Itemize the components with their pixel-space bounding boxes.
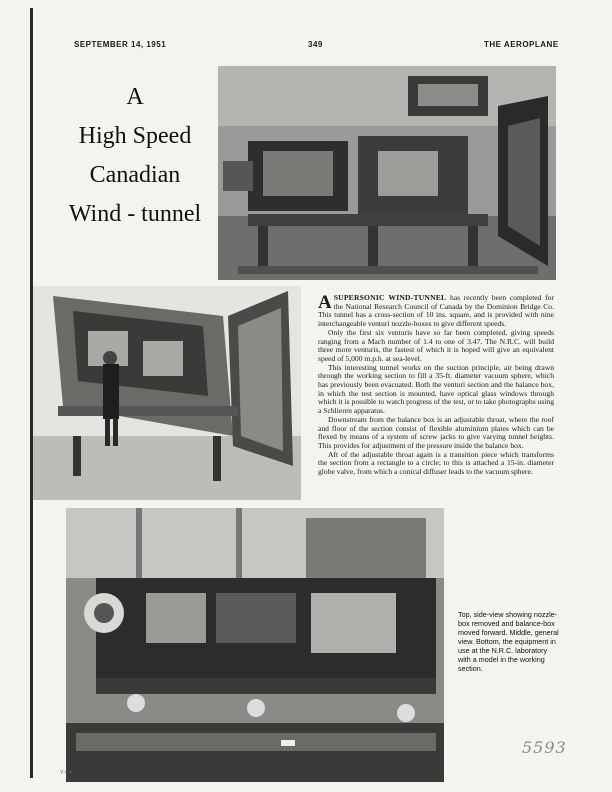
photo-in-use: [66, 508, 444, 782]
photo-caption: Top, side-view showing nozzle-box removed and balance-box moved forward. Middle, general view. Bottom, the equipment in use at the N.R.C. laboratory with a model in the working section.: [458, 610, 559, 673]
article-body: [318, 294, 554, 477]
title-line-1: A: [126, 84, 144, 110]
lead-in: SUPERSONIC WIND-TUNNEL: [333, 293, 447, 302]
title-line-2: High Speed: [78, 123, 192, 149]
article-paragraph-5: Aft of the adjustable throat again is a transition piece which transforms the section from a rectangle to a circle; to this is attached a 15-in. diameter globe valve, from which a conical diffuser leads to the vacuum sphere.: [318, 449, 554, 477]
handwritten-note: 5593: [522, 738, 567, 757]
title-line-3: Canadian: [89, 162, 181, 188]
photo-general-view: [33, 286, 301, 500]
drop-cap: A: [318, 292, 332, 313]
page-number: 349: [308, 40, 323, 49]
corner-mark: Y-4-4: [60, 770, 72, 776]
magazine-name: THE AEROPLANE: [484, 40, 559, 49]
paragraph-1-text: has recently been completed for the National Research Council of Canada by the Dominion Bridge Co. This tunnel has a cross-section of 10 ins. square, and is provided with nine interchangeable venturi nozzle-boxes to give different speeds.: [318, 293, 554, 329]
article-paragraph-3: This interesting tunnel works on the suction principle, air being drawn through the working section to fill a 35-ft. diameter vacuum sphere, which has previously been evacuated. Both the venturi section and the balance box, in which the test section is mounted, have optical glass windows through which it is possible to watch progress of the test, or to take photographs using a Schlieren apparatus.: [318, 362, 555, 416]
photo-side-view: [218, 66, 556, 280]
article-title: [60, 78, 210, 234]
article-paragraph-2: Only the first six venturis have so far been completed, giving speeds ranging from a Mach number of 1.4 to one of 3.47. The N.R.C. will build three more venturis, the fastest of which it is hoped will give an equivalent speed of 5,000 m.p.h. at sea-level.: [318, 327, 554, 363]
issue-date: SEPTEMBER 14, 1951: [74, 40, 167, 49]
article-paragraph-1: [318, 294, 554, 329]
title-line-4: Wind - tunnel: [68, 201, 202, 227]
article-paragraph-4: Downstream from the balance box is an adjustable throat, where the roof and floor of the section consist of flexible aluminium plates which can be flexed by means of a system of screw jacks to give varying tunnel heights. This provides for adjustment of the pressure inside the balance box.: [318, 414, 554, 450]
